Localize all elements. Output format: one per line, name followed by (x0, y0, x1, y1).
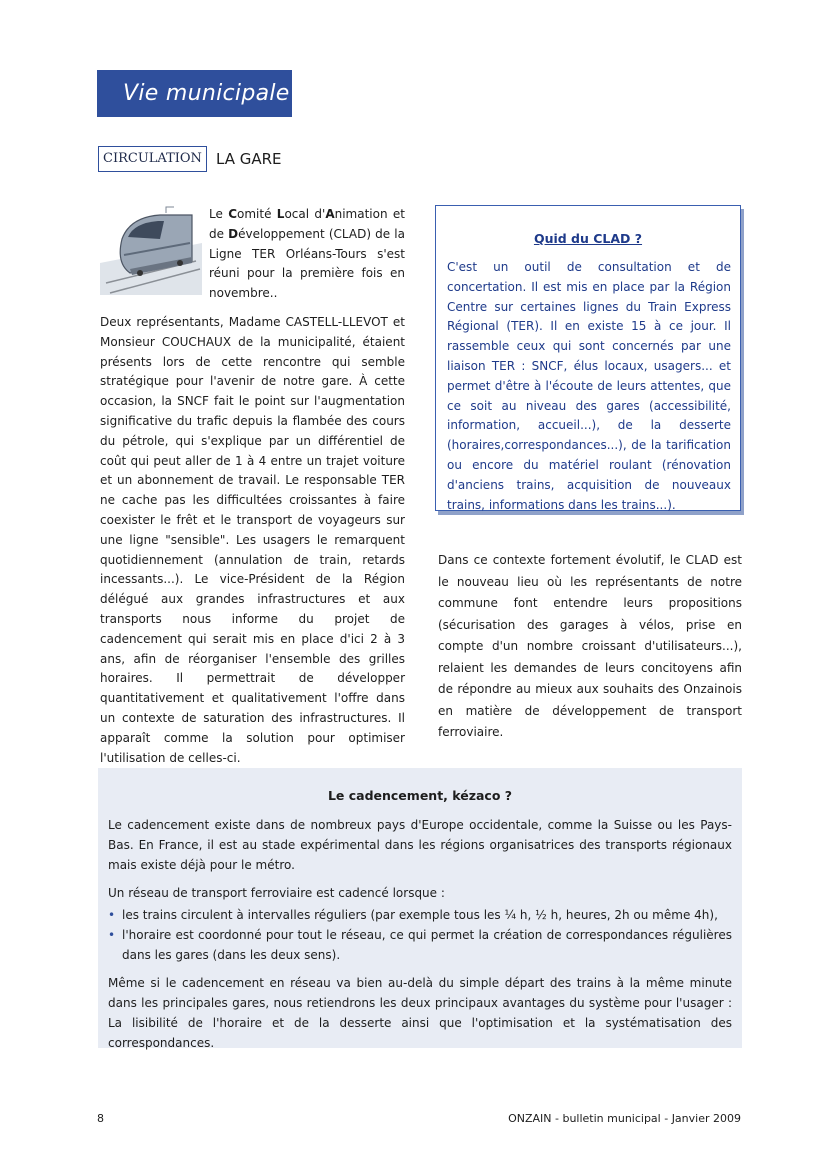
cadencement-paragraph: Un réseau de transport ferroviaire est cadencé lorsque : (108, 886, 445, 900)
cadencement-body (108, 815, 732, 1061)
cadencement-paragraph: Le cadencement existe dans de nombreux pays d'Europe occidentale, comme la Suisse ou les Pays-Bas. En France, il est au stade expérimental dans les régions organisatrices des transports régionaux mais existe déjà pour le métro. (108, 818, 732, 872)
cadencement-title: Le cadencement, kézaco ? (327, 788, 513, 803)
list-item (108, 925, 732, 965)
list-item (108, 905, 732, 925)
rubric-tag: CIRCULATION (98, 146, 207, 172)
page-number: 8 (97, 1112, 104, 1125)
train-illustration (100, 203, 202, 295)
page-footer: ONZAIN - bulletin municipal - Janvier 2009 (508, 1112, 741, 1125)
cadencement-list (108, 905, 732, 965)
intro-initial-c: C (228, 207, 237, 221)
quid-clad-box (435, 205, 741, 511)
article-heading (98, 146, 282, 172)
intro-part: omité (237, 207, 277, 221)
intro-initial-l: L (276, 207, 285, 221)
quid-clad-title: Quid du CLAD ? (533, 231, 643, 246)
cadencement-box (98, 768, 742, 1048)
bullet-icon: • (108, 928, 116, 942)
list-item-text: l'horaire est coordonné pour tout le réseau, ce qui permet la création de correspondances régulières dans les gares (dans les deux sens). (122, 928, 732, 962)
section-banner: Vie municipale (97, 70, 292, 117)
intro-part: nimation et de (209, 207, 405, 241)
intro-initial-d: D (228, 226, 239, 241)
intro-part: éveloppement (CLAD) de la Ligne TER Orléans-Tours s'est réuni pour la première fois en novembre.. (209, 226, 405, 301)
list-item-text: les trains circulent à intervalles réguliers (par exemple tous les ¼ h, ½ h, heures, 2h ou même 4h), (122, 908, 718, 922)
intro-part: ocal d' (284, 207, 326, 221)
intro-paragraph (209, 205, 405, 304)
intro-lead: Le (209, 207, 229, 221)
intro-initial-a: A (325, 207, 335, 221)
cadencement-paragraph: Même si le cadencement en réseau va bien au-delà du simple départ des trains à la même minute dans les principales gares, nous retiendrons les deux principaux avantages du système pour l'usager : La lisibilité de l'horaire et de la desserte ainsi que l'optimisation et la systématisation des correspondances. (108, 976, 732, 1050)
article-title: LA GARE (216, 150, 282, 168)
left-column-text: Deux représentants, Madame CASTELL-LLEVOT et Monsieur COUCHAUX de la municipalité, étaient présents lors de cette rencontre qui semble stratégique pour l'avenir de notre gare. À cette occasion, la SNCF fait le point sur l'augmentation significative du trafic depuis la flambée des cours du pétrole, qui s'explique par un différentiel de coût qui peut aller de 1 à 4 entre un trajet voiture et un abonnement de travail. Le responsable TER ne cache pas les difficultées croissantes à faire coexister le frêt et le transport de voyageurs sur une ligne "sensible". Les usagers le remarquent quotidiennement (annulation de train, retards incessants...). Le vice-Président de la Région délégué aux grandes infrastructures et aux transports nous informe du projet de cadencement qui serait mis en place d'ici 2 à 3 ans, afin de réorganiser l'ensemble des grilles horaires. Il permettrait de développer quantitativement et qualitativement l'offre dans un contexte de saturation des infrastructures. Il apparaît comme la solution pour optimiser l'utilisation de celles-ci. (100, 315, 405, 765)
quid-clad-text: C'est un outil de consultation et de concertation. Il est mis en place par la Région Centre sur certaines lignes du Train Express Régional (TER). Il en existe 15 à ce jour. Il rassemble ceux qui sont concernés par une liaison TER : SNCF, élus locaux, usagers... et permet d'être à l'écoute de leurs attentes, que ce soit au niveau des gares (accessibilité, information, accueil...), de la desserte (horaires,correspondances...), de la tarification ou encore du matériel roulant (rénovation d'anciens trains, acquisition de nouveaux trains, informations dans les trains...). (447, 260, 731, 512)
right-column-text: Dans ce contexte fortement évolutif, le CLAD est le nouveau lieu où les représentants de notre commune font entendre leurs propositions (sécurisation des garages à vélos, prise en compte d'un nombre croissant d'utilisateurs...), relaient les demandes de leurs concitoyens afin de répondre au mieux aux souhaits des Onzainois en matière de développement de transport ferroviaire. (438, 553, 742, 739)
bullet-icon: • (108, 908, 116, 922)
